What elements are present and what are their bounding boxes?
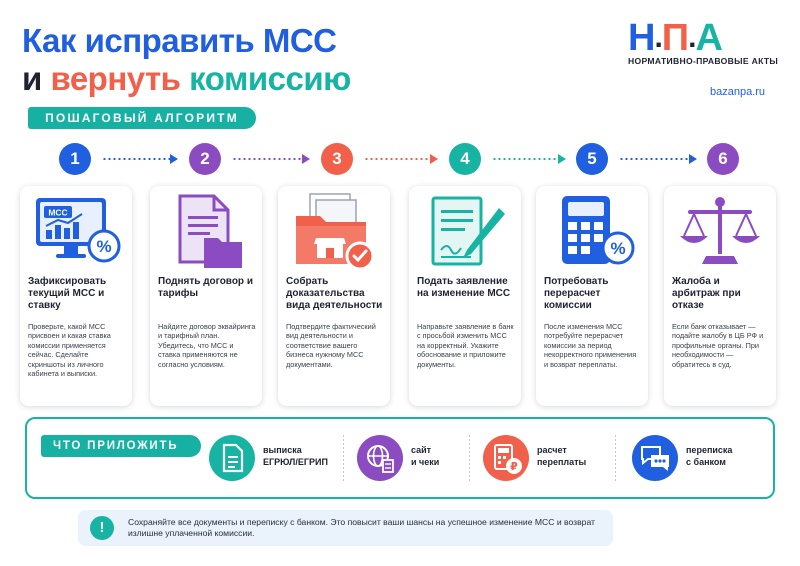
step-card-5 xyxy=(536,186,648,406)
attach-separator-1 xyxy=(343,435,344,481)
chat-bubbles-icon xyxy=(632,435,678,481)
attach-separator-3 xyxy=(615,435,616,481)
arrow-3-4 xyxy=(364,158,438,160)
attach-item-correspondence-line2: с банком xyxy=(686,456,726,467)
monitor-chart-percent-icon xyxy=(28,192,124,272)
scales-icon xyxy=(672,192,768,272)
application-pen-icon xyxy=(417,192,513,272)
mcc-label: MCC xyxy=(48,207,68,218)
calculator-percent-icon xyxy=(544,192,640,272)
percent-badge-5: % xyxy=(610,239,626,258)
logo-dot-1: . xyxy=(654,21,662,54)
step-title-5: Потребовать перерасчет комиссии xyxy=(544,276,609,311)
logo-mark xyxy=(628,17,778,59)
step-number-2: 2 xyxy=(189,143,221,175)
logo-letter-a: А xyxy=(695,17,722,59)
attach-item-registry-line2: ЕГРЮЛ/ЕГРИП xyxy=(263,456,328,467)
attach-item-registry xyxy=(209,429,339,489)
attach-item-overpay-line2: переплаты xyxy=(537,456,587,467)
ruble-badge: ₽ xyxy=(510,460,518,473)
attach-item-site-text xyxy=(411,445,439,468)
arrow-2-3 xyxy=(232,158,310,160)
step-desc-6: Если банк отказывает — подайте жалобу в ЦБ РФ и профильные органы. При необходимости — обратитесь в суд. xyxy=(672,322,764,369)
globe-receipt-icon xyxy=(357,435,403,481)
step-title-3: Собрать доказательства вида деятельности xyxy=(286,276,383,311)
folder-shop-check-icon xyxy=(286,192,382,272)
title-word-and: и xyxy=(22,60,42,97)
note-box xyxy=(78,510,613,546)
document-icon xyxy=(209,435,255,481)
attach-item-correspondence xyxy=(632,429,762,489)
logo xyxy=(628,17,779,66)
algorithm-badge: ПОШАГОВЫЙ АЛГОРИТМ xyxy=(28,107,256,129)
attach-item-correspondence-line1: переписка xyxy=(686,445,733,455)
attach-label: ЧТО ПРИЛОЖИТЬ xyxy=(41,435,201,457)
attach-panel xyxy=(25,417,775,499)
step-number-3: 3 xyxy=(321,143,353,175)
document-folder-icon xyxy=(158,192,254,272)
arrow-1-2 xyxy=(102,158,178,160)
logo-dot-2: . xyxy=(688,21,696,54)
logo-letter-p: П xyxy=(661,17,689,59)
attach-item-site-line1: сайт xyxy=(411,445,432,455)
attach-separator-2 xyxy=(469,435,470,481)
percent-badge: % xyxy=(96,237,112,256)
step-desc-4: Направьте заявление в банк с просьбой изменить МСС на корректный. Укажите обоснование и приложите документы. xyxy=(417,322,514,369)
attach-item-site xyxy=(357,429,487,489)
calculator-ruble-icon xyxy=(483,435,529,481)
step-number-6: 6 xyxy=(707,143,739,175)
step-card-6 xyxy=(664,186,776,406)
step-desc-5: После изменения МСС потребуйте перерасчет комиссии за период некорректного применения и возврат переплаты. xyxy=(544,322,637,369)
logo-subtitle: НОРМАТИВНО-ПРАВОВЫЕ АКТЫ xyxy=(628,56,779,66)
step-card-2 xyxy=(150,186,262,406)
logo-letter-n: Н xyxy=(628,17,655,59)
step-title-4: Подать заявление на изменение МСС xyxy=(417,276,511,299)
page-title-line1: Как исправить МСС xyxy=(22,22,337,59)
note-text: Сохраняйте все документы и переписку с банком. Это повысит ваши шансы на успешное изменение МСС и возврат излишне уплаченной комиссии. xyxy=(128,517,595,538)
exclamation-icon: ! xyxy=(90,516,114,540)
step-card-4 xyxy=(409,186,521,406)
title-word-commission: комиссию xyxy=(189,60,351,97)
step-number-1: 1 xyxy=(59,143,91,175)
step-number-4: 4 xyxy=(449,143,481,175)
step-title-6: Жалоба и арбитраж при отказе xyxy=(672,276,741,311)
attach-item-correspondence-text xyxy=(686,445,732,468)
arrow-5-6 xyxy=(619,158,697,160)
attach-item-registry-line1: выписка xyxy=(263,445,302,455)
arrow-4-5 xyxy=(492,158,566,160)
attach-item-site-line2: и чеки xyxy=(411,456,440,467)
attach-item-overpay xyxy=(483,429,613,489)
title-word-return: вернуть xyxy=(50,60,181,97)
step-card-1 xyxy=(20,186,132,406)
step-number-5: 5 xyxy=(576,143,608,175)
step-desc-3: Подтвердите фактический вид деятельности и соответствие вашего бизнеса нужному МСС документами. xyxy=(286,322,376,369)
attach-item-registry-text xyxy=(263,445,328,468)
attach-item-overpay-text xyxy=(537,445,586,468)
site-link[interactable]: bazanpa.ru xyxy=(710,86,766,98)
step-title-2: Поднять договор и тарифы xyxy=(158,276,253,299)
step-desc-1: Проверьте, какой МСС присвоен и какая ставка комиссии применяется сейчас. Сделайте скриншоты из личного кабинета и выписки. xyxy=(28,322,111,379)
step-desc-2: Найдите договор эквайринга и тарифный план. Убедитесь, что МСС и ставка применяются не согласно условиям. xyxy=(158,322,256,369)
page-title-line2 xyxy=(22,60,351,98)
step-title-1: Зафиксировать текущий МСС и ставку xyxy=(28,276,107,311)
attach-item-overpay-line1: расчет xyxy=(537,445,567,455)
step-card-3 xyxy=(278,186,390,406)
